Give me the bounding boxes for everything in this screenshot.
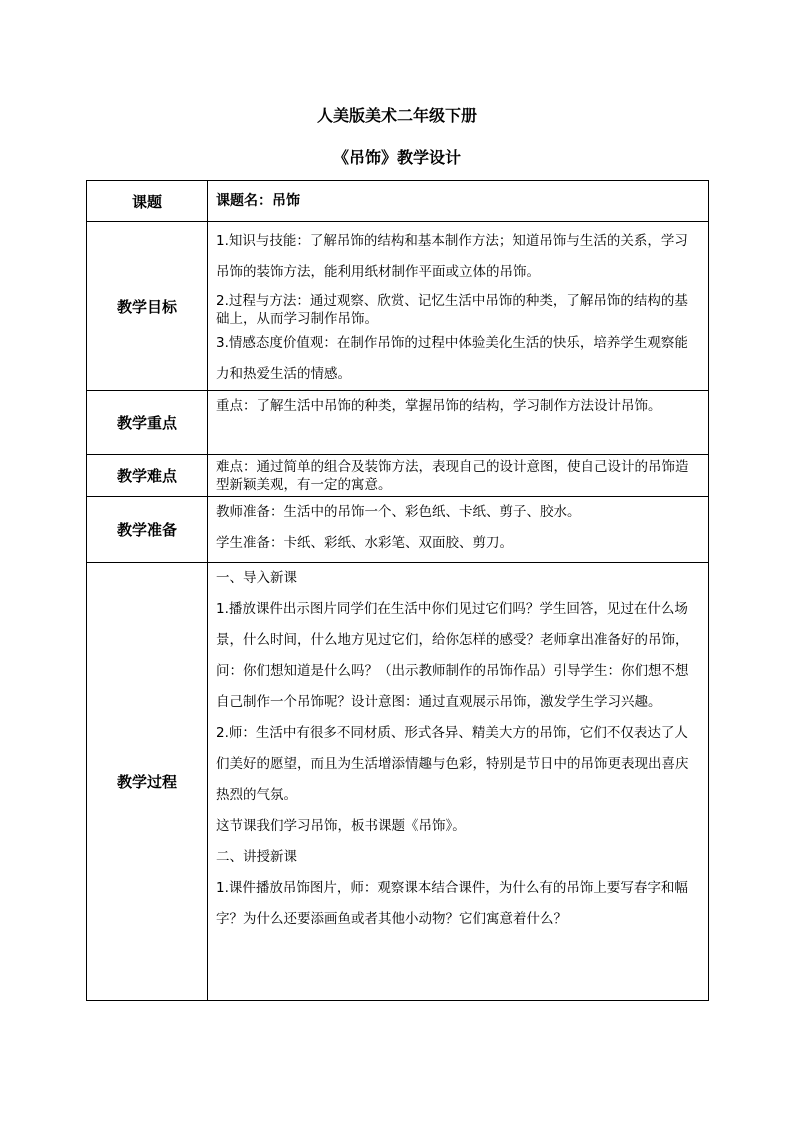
process-line: 一、导入新课 [216,570,297,586]
preparation-content [208,497,709,563]
process-line: 2.师：生活中有很多不同材质、形式各异、精美大方的吊饰，它们不仅表达了人们美好的愿望，而且为生活增添情趣与色彩，特别是节日中的吊饰更表现出喜庆热烈的气氛。 [216,725,689,803]
difficulties-text: 难点：通过简单的组合及装饰方法，表现自己的设计意图，使自己设计的吊饰造型新颖美观，有一定的寓意。 [216,458,689,493]
row-label-preparation: 教学准备 [87,497,208,563]
key-points-content [208,391,709,455]
topic-value: 课题名：吊饰 [208,181,709,222]
goal-line: 2.过程与方法：通过观察、欣赏、记忆生活中吊饰的种类，了解吊饰的结构的基础上，从而学习制作吊饰。 [216,293,688,327]
process-line: 这节课我们学习吊饰，板书课题《吊饰》。 [216,818,466,834]
lesson-plan-table [86,180,709,1001]
document-subtitle: 《吊饰》教学设计 [332,148,461,167]
preparation-line: 学生准备：卡纸、彩纸、水彩笔、双面胶、剪刀。 [216,535,513,551]
difficulties-content [208,455,709,497]
process-line: 1.课件播放吊饰图片，师：观察课本结合课件，为什么有的吊饰上要写春字和幅字？为什么还要添画鱼或者其他小动物？它们寓意着什么？ [216,880,688,927]
row-label-difficulties: 教学难点 [87,455,208,497]
table-row [87,222,709,391]
goal-line: 1.知识与技能：了解吊饰的结构和基本制作方法；知道吊饰与生活的关系，学习吊饰的装饰方法，能利用纸材制作平面或立体的吊饰。 [216,233,688,280]
table-row [87,497,709,563]
goal-line: 3.情感态度价值观：在制作吊饰的过程中体验美化生活的快乐，培养学生观察能力和热爱生活的情感。 [216,335,688,382]
goals-content [208,222,709,391]
row-label-process: 教学过程 [87,563,208,1001]
table-row [87,181,709,222]
document-title: 人美版美术二年级下册 [316,106,477,125]
table-row [87,455,709,497]
process-content [208,563,709,1001]
row-label-goals: 教学目标 [87,222,208,391]
row-label-topic: 课题 [87,181,208,222]
process-line: 二、讲授新课 [216,849,297,865]
preparation-line: 教师准备：生活中的吊饰一个、彩色纸、卡纸、剪子、胶水。 [216,504,581,520]
table-row [87,391,709,455]
row-label-key-points: 教学重点 [87,391,208,455]
table-row [87,563,709,1001]
process-line: 1.播放课件出示图片同学们在生活中你们见过它们吗？学生回答，见过在什么场景，什么时间，什么地方见过它们，给你怎样的感受？老师拿出准备好的吊饰，问：你们想知道是什么吗？（出示教师制作的吊饰作品）引导学生：你们想不想自己制作一个吊饰呢？设计意图：通过直观展示吊饰，激发学生学习兴趣。 [216,601,689,710]
key-points-text: 重点：了解生活中吊饰的种类，掌握吊饰的结构，学习制作方法设计吊饰。 [216,398,662,414]
